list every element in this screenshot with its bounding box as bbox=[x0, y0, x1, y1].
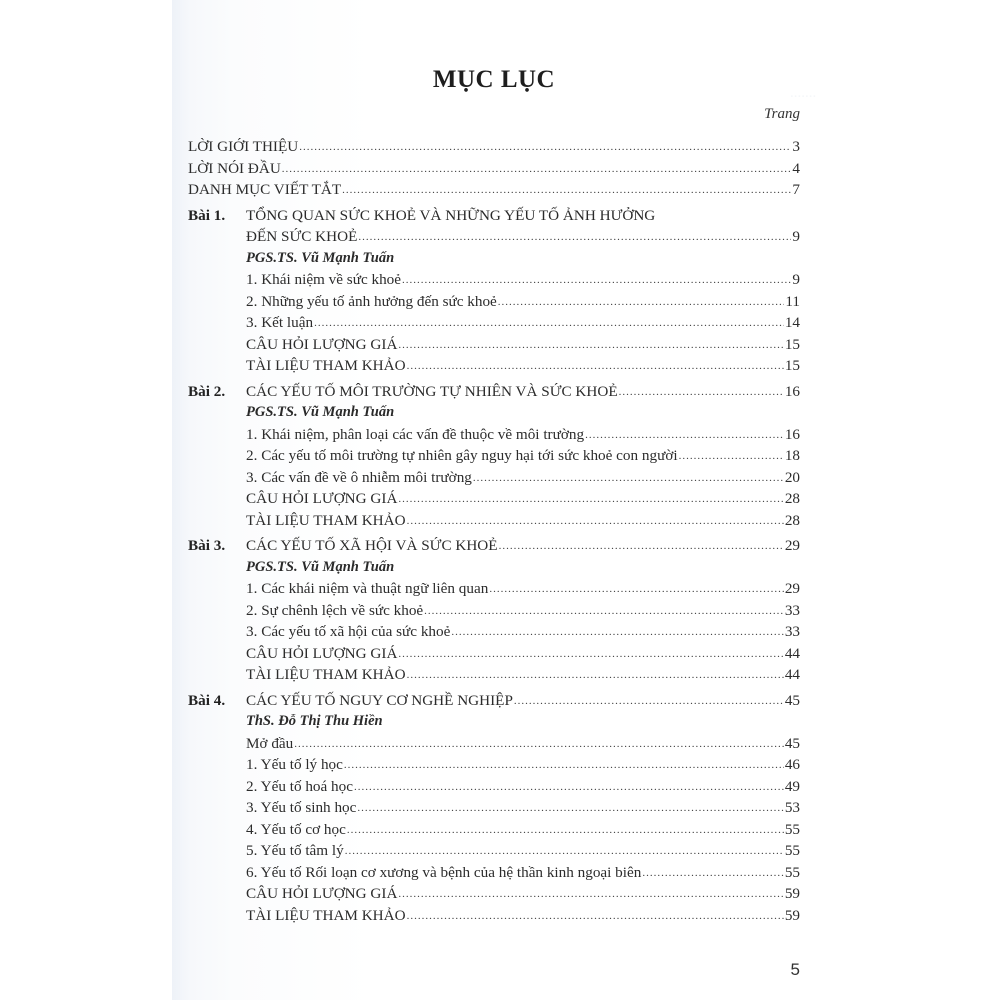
chapter-heading[interactable] bbox=[188, 690, 800, 712]
toc-entry-page: 3 bbox=[792, 138, 800, 155]
toc-entry-label: 4. Yếu tố cơ học bbox=[246, 820, 346, 838]
dot-leader bbox=[585, 425, 784, 447]
toc-entry-label: CÂU HỎI LƯỢNG GIÁ bbox=[246, 644, 398, 662]
dot-leader bbox=[282, 159, 792, 181]
toc-entry[interactable] bbox=[188, 600, 800, 622]
toc-entry[interactable] bbox=[188, 621, 800, 643]
toc-entry-page: 59 bbox=[784, 885, 800, 902]
dot-leader bbox=[499, 536, 784, 558]
toc-entry-page: 4 bbox=[792, 159, 800, 177]
chapter-title-continuation[interactable] bbox=[188, 226, 800, 248]
chapter-title: CÁC YẾU TỐ XÃ HỘI VÀ SỨC KHOẺ bbox=[246, 537, 498, 554]
dot-leader bbox=[498, 292, 785, 314]
chapter-title: TỔNG QUAN SỨC KHOẺ VÀ NHỮNG YẾU TỐ ẢNH HƯỞNG bbox=[246, 206, 656, 224]
chapter-title: CÁC YẾU TỐ NGUY CƠ NGHỀ NGHIỆP bbox=[246, 691, 513, 709]
toc-entry-label: DANH MỤC VIẾT TẮT bbox=[188, 181, 342, 198]
toc-entry-label: 2. Các yếu tố môi trường tự nhiên gây nguy hại tới sức khoẻ con người bbox=[246, 447, 678, 464]
toc-entry[interactable] bbox=[188, 754, 800, 776]
toc-entry-page: 29 bbox=[784, 580, 800, 597]
dot-leader bbox=[314, 313, 784, 335]
toc-entry[interactable] bbox=[188, 355, 800, 377]
toc-entry-label: 3. Yếu tố sinh học bbox=[246, 799, 357, 816]
toc-entry-front-matter[interactable] bbox=[188, 179, 800, 201]
chapter-author: ThS. Đỗ Thị Thu Hiền bbox=[246, 713, 383, 729]
toc-entry-page: 16 bbox=[784, 425, 800, 443]
page-title: MỤC LỤC bbox=[432, 66, 556, 93]
chapter-3 bbox=[188, 535, 800, 686]
dot-leader bbox=[407, 665, 784, 687]
toc-entry-label: CÂU HỎI LƯỢNG GIÁ bbox=[246, 490, 398, 507]
toc-entry-page: 20 bbox=[784, 468, 800, 486]
chapter-title: ĐẾN SỨC KHOẺ bbox=[246, 228, 358, 245]
toc-entry[interactable] bbox=[188, 269, 800, 291]
toc-entry-page: 44 bbox=[784, 644, 800, 662]
dot-leader bbox=[357, 798, 783, 820]
toc-entry-page: 15 bbox=[784, 335, 800, 353]
toc-entry-page: 44 bbox=[784, 666, 800, 683]
dot-leader bbox=[344, 755, 784, 777]
dot-leader bbox=[398, 884, 783, 906]
chapter-number: Bài 1. bbox=[188, 206, 226, 224]
chapter-page: 29 bbox=[784, 537, 800, 554]
chapter-author: PGS.TS. Vũ Mạnh Tuấn bbox=[246, 558, 395, 575]
chapter-author: PGS.TS. Vũ Mạnh Tuấn bbox=[246, 249, 395, 266]
toc-entry-page: 28 bbox=[784, 511, 800, 529]
dot-leader bbox=[451, 622, 783, 644]
chapter-number: Bài 3. bbox=[188, 537, 226, 554]
toc-entry-label: 6. Yếu tố Rối loạn cơ xương và bệnh của hệ thần kinh ngoại biên bbox=[246, 863, 642, 881]
toc-entry[interactable] bbox=[188, 334, 800, 356]
toc-entry-page: 11 bbox=[785, 292, 800, 310]
dot-leader bbox=[354, 777, 784, 799]
toc-entry-page: 53 bbox=[784, 799, 800, 816]
toc-entry-label: LỜI GIỚI THIỆU bbox=[188, 138, 299, 155]
dot-leader bbox=[345, 841, 784, 863]
chapter-4 bbox=[188, 690, 800, 927]
toc-entry-page: 28 bbox=[784, 490, 800, 507]
toc-entry-front-matter[interactable] bbox=[188, 158, 800, 180]
dot-leader bbox=[514, 691, 784, 713]
dot-leader bbox=[299, 137, 791, 159]
dot-leader bbox=[294, 734, 784, 756]
page-number: 5 bbox=[790, 960, 800, 979]
toc-entry-page: 18 bbox=[784, 447, 800, 464]
chapter-heading[interactable] bbox=[188, 535, 800, 557]
toc-entry[interactable] bbox=[188, 905, 800, 927]
chapter-heading[interactable] bbox=[188, 381, 800, 403]
dot-leader bbox=[407, 511, 784, 533]
bleed-through-text: ....... bbox=[790, 85, 817, 101]
toc-entry-label: TÀI LIỆU THAM KHẢO bbox=[246, 511, 406, 529]
toc-entry-page: 7 bbox=[792, 181, 800, 198]
chapter-number: Bài 4. bbox=[188, 691, 226, 709]
toc-entry-page: 9 bbox=[792, 271, 800, 288]
toc-entry-front-matter[interactable] bbox=[188, 136, 800, 158]
chapter-number: Bài 2. bbox=[188, 382, 226, 400]
dot-leader bbox=[424, 601, 784, 623]
toc-entry[interactable] bbox=[188, 445, 800, 467]
toc-entry-label: 3. Kết luận bbox=[246, 314, 314, 331]
toc-entry[interactable] bbox=[188, 733, 800, 755]
chapter-page: 9 bbox=[792, 228, 800, 245]
toc-entry-page: 33 bbox=[784, 623, 800, 640]
dot-leader bbox=[619, 382, 784, 404]
toc-entry[interactable] bbox=[188, 643, 800, 665]
dot-leader bbox=[407, 906, 784, 928]
toc-entry-label: 1. Các khái niệm và thuật ngữ liên quan bbox=[246, 580, 489, 597]
toc-entry-page: 15 bbox=[784, 357, 800, 374]
dot-leader bbox=[407, 356, 784, 378]
dot-leader bbox=[402, 270, 791, 292]
toc-entry-label: 2. Yếu tố hoá học bbox=[246, 777, 353, 795]
toc-entry[interactable] bbox=[188, 776, 800, 798]
toc-entry-page: 49 bbox=[784, 777, 800, 795]
toc-entry-page: 14 bbox=[784, 314, 800, 331]
toc-entry[interactable] bbox=[188, 510, 800, 532]
chapter-2 bbox=[188, 381, 800, 532]
chapter-title: CÁC YẾU TỐ MÔI TRƯỜNG TỰ NHIÊN VÀ SỨC KHOẺ bbox=[246, 382, 618, 400]
toc-entry-label: 2. Những yếu tố ảnh hưởng đến sức khoẻ bbox=[246, 292, 497, 310]
dot-leader bbox=[342, 180, 791, 202]
dot-leader bbox=[642, 863, 784, 885]
toc-entry-page: 55 bbox=[784, 842, 800, 859]
dot-leader bbox=[347, 820, 784, 842]
toc-entry-label: 1. Khái niệm về sức khoẻ bbox=[246, 271, 402, 288]
dot-leader bbox=[358, 227, 791, 249]
chapter-author: PGS.TS. Vũ Mạnh Tuấn bbox=[246, 404, 395, 420]
toc-entry[interactable] bbox=[188, 664, 800, 686]
toc-entry-label: 1. Yếu tố lý học bbox=[246, 756, 343, 773]
toc-entry[interactable] bbox=[188, 467, 800, 489]
dot-leader bbox=[489, 579, 784, 601]
toc-entry-label: 2. Sự chênh lệch về sức khoẻ bbox=[246, 601, 424, 619]
dot-leader bbox=[398, 644, 783, 666]
chapter-heading[interactable] bbox=[188, 205, 800, 227]
toc-entry[interactable] bbox=[188, 797, 800, 819]
toc-entry-page: 55 bbox=[784, 820, 800, 838]
dot-leader bbox=[473, 468, 784, 490]
toc-entry-page: 45 bbox=[784, 734, 800, 752]
toc-entry-label: LỜI NÓI ĐẦU bbox=[188, 159, 281, 177]
toc-entry-label: TÀI LIỆU THAM KHẢO bbox=[246, 666, 406, 683]
toc-list bbox=[188, 136, 800, 926]
dot-leader bbox=[398, 335, 783, 357]
toc-entry-label: 3. Các vấn đề về ô nhiễm môi trường bbox=[246, 468, 472, 486]
page-column-header: Trang bbox=[764, 106, 800, 122]
toc-entry[interactable] bbox=[188, 862, 800, 884]
toc-entry[interactable] bbox=[188, 819, 800, 841]
chapter-1 bbox=[188, 205, 800, 377]
toc-entry-page: 46 bbox=[784, 756, 800, 773]
toc-entry-label: 3. Các yếu tố xã hội của sức khoẻ bbox=[246, 623, 451, 640]
dot-leader bbox=[679, 446, 784, 468]
toc-entry-page: 33 bbox=[784, 601, 800, 619]
toc-entry[interactable] bbox=[188, 883, 800, 905]
toc-entry[interactable] bbox=[188, 291, 800, 313]
toc-entry[interactable] bbox=[188, 578, 800, 600]
toc-entry-label: CÂU HỎI LƯỢNG GIÁ bbox=[246, 885, 398, 902]
toc-entry[interactable] bbox=[188, 488, 800, 510]
toc-entry-page: 59 bbox=[784, 906, 800, 924]
toc-entry[interactable] bbox=[188, 424, 800, 446]
toc-entry-label: 5. Yếu tố tâm lý bbox=[246, 842, 344, 859]
toc-entry-label: TÀI LIỆU THAM KHẢO bbox=[246, 357, 406, 374]
dot-leader bbox=[398, 489, 783, 511]
toc-entry[interactable] bbox=[188, 312, 800, 334]
toc-entry[interactable] bbox=[188, 840, 800, 862]
toc-entry-label: CÂU HỎI LƯỢNG GIÁ bbox=[246, 335, 398, 353]
toc-entry-label: Mở đầu bbox=[246, 734, 294, 752]
chapter-page: 45 bbox=[784, 691, 800, 709]
chapter-page: 16 bbox=[784, 382, 800, 400]
toc-entry-page: 55 bbox=[784, 863, 800, 881]
toc-entry-label: 1. Khái niệm, phân loại các vấn đề thuộc về môi trường bbox=[246, 425, 585, 443]
toc-entry-label: TÀI LIỆU THAM KHẢO bbox=[246, 906, 406, 924]
